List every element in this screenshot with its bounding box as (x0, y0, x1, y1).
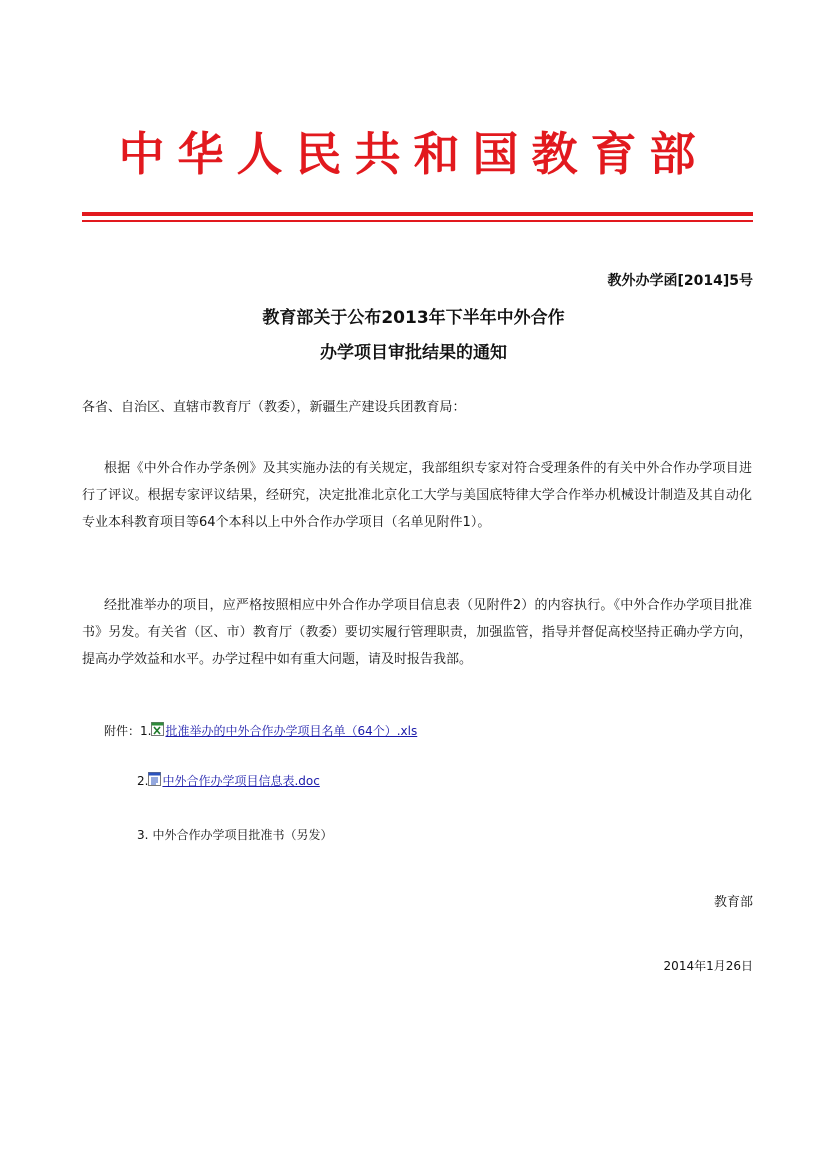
body-paragraph-1: 根据《中外合作办学条例》及其实施办法的有关规定，我部组织专家对符合受理条件的有关中外合作办学项目进行了评议。根据专家评议结果，经研究，决定批准北京化工大学与美国底特律大学合作举办机械设计制造及其自动化专业本科教育项目等64个本科以上中外合作办学项目（名单见附件1）。 (82, 461, 752, 530)
attachment-text-3: 中外合作办学项目批准书（另发） (152, 828, 333, 842)
body-paragraph-2: 经批准举办的项目，应严格按照相应中外合作办学项目信息表（见附件2）的内容执行。《中外合作办学项目批准书》另发。有关省（区、市）教育厅（教委）要切实履行管理职责，加强监管，指导并督促高校坚持正确办学方向，提高办学效益和水平。办学过程中如有重大问题，请及时报告我部。 (82, 598, 752, 667)
attachment-link-2[interactable]: 中外合作办学项目信息表.doc (162, 774, 320, 788)
attachment-number: 2. (137, 773, 149, 788)
document-number: 教外办学函[2014]5号 (607, 273, 753, 289)
attachment-item-3 (137, 826, 332, 843)
signature-organization: 教育部 (713, 895, 753, 910)
attachment-item-2 (137, 772, 320, 789)
salutation: 各省、自治区、直辖市教育厅（教委），新疆生产建设兵团教育局： (82, 400, 466, 415)
attachments-label: 附件： (104, 724, 141, 738)
document-title-line2: 办学项目审批结果的通知 (320, 343, 507, 363)
header-rule-thin (82, 220, 753, 222)
attachment-number: 3. (137, 827, 149, 842)
excel-file-icon (151, 722, 164, 736)
attachment-item-1 (104, 722, 417, 739)
word-file-icon (148, 772, 161, 786)
attachment-number: 1. (140, 723, 152, 738)
signature-date: 2014年1月26日 (663, 959, 753, 973)
ministry-header-title: 中华人民共和国教育部 (118, 127, 709, 181)
attachment-link-1[interactable]: 批准举办的中外合作办学项目名单（64个）.xls (165, 724, 418, 738)
document-title-line1: 教育部关于公布2013年下半年中外合作 (262, 308, 565, 328)
header-rule-thick (82, 212, 753, 216)
